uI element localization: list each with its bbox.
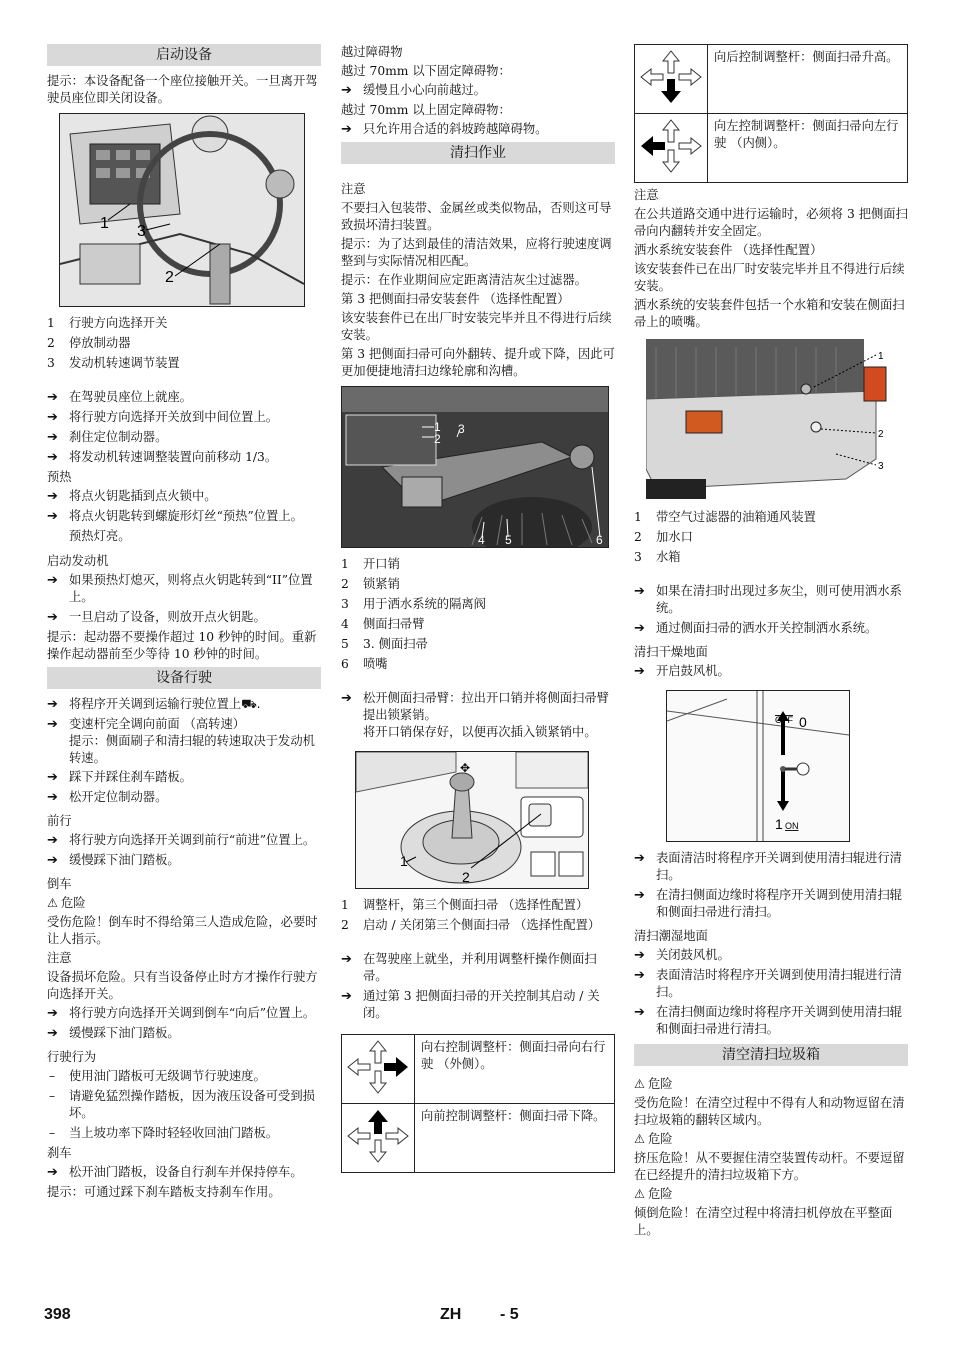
fig1-label-1: 1 (100, 215, 109, 232)
step: ➔ 松开油门踏板，设备自行刹车并保持停车。 (47, 1164, 321, 1181)
column-1 (47, 44, 321, 1203)
legend-item: 1 开口销 (341, 557, 400, 571)
column-2 (341, 44, 615, 1173)
legend-item: 3 发动机转速调节装置 (47, 356, 180, 370)
fig1-label-2: 2 (165, 269, 174, 286)
list-item: – 使用油门踏板可无级调节行驶速度。 (47, 1068, 321, 1085)
sweep-tip-1: 提示：为了达到最佳的清洁效果，应将行驶速度调整到与实际情况相匹配。 (341, 237, 612, 268)
step: ➔ 通过侧面扫帚的洒水开关控制洒水系统。 (634, 620, 908, 637)
legend-item: 6 喷嘴 (341, 657, 388, 671)
danger-heading: ⚠ 危险 (47, 896, 86, 910)
legend-item: 4 侧面扫帚臂 (341, 617, 425, 631)
subheading-start-engine: 启动发动机 (47, 554, 109, 568)
legend-item: 1 行驶方向选择开关 (47, 316, 168, 330)
obstacle-high: 越过 70mm 以上固定障碍物： (341, 103, 511, 117)
danger-text-1: 受伤危险！在清空过程中不得有人和动物逗留在清扫垃圾箱的翻转区域内。 (634, 1096, 905, 1127)
control-table-1 (341, 1034, 615, 1173)
control-desc: 向右控制调整杆：侧面扫帚向右行驶 （外侧）。 (415, 1035, 615, 1104)
transport-icon: ⛟. (241, 697, 261, 711)
legend-item: 3 水箱 (634, 550, 681, 564)
obstacle-low: 越过 70mm 以下固定障碍物： (341, 64, 511, 78)
section-header-empty: 清空清扫垃圾箱 (634, 1044, 908, 1066)
step: ➔ 在清扫侧面边缘时将程序开关调到使用清扫辊和侧面扫帚进行清扫。 (634, 1004, 908, 1038)
legend-3 (341, 897, 615, 934)
step: ➔ 通过第 3 把侧面扫帚的开关控制其启动 / 关闭。 (341, 988, 615, 1022)
legend-item: 2 加水口 (634, 530, 693, 544)
fig4-label-3: 3 (878, 461, 884, 472)
step: ➔ 将程序开关调到运输行驶位置上⛟. (47, 696, 321, 713)
legend-2 (341, 556, 615, 673)
step: ➔ 在清扫侧面边缘时将程序开关调到使用清扫辊和侧面扫帚进行清扫。 (634, 887, 908, 921)
danger-heading: ⚠ 危险 (634, 1187, 673, 1201)
fig4-label-1: 1 (878, 351, 884, 362)
subheading-forward: 前行 (47, 814, 72, 828)
fig2-label-4: 4 (478, 533, 485, 547)
legend-1 (47, 315, 321, 372)
start-tip: 提示：起动器不要操作超过 10 秒钟的时间。重新操作起动器前至少等待 10 秒钟的时间。 (47, 630, 317, 661)
subheading-obstacle: 越过障碍物 (341, 45, 403, 59)
legend-item: 1 带空气过滤器的油箱通风装置 (634, 510, 816, 524)
figure-water-tank (646, 339, 908, 499)
step: ➔ 表面清洁时将程序开关调到使用清扫辊进行清扫。 (634, 967, 908, 1001)
danger-text-3: 倾倒危险！在清空过程中将清扫机停放在平整面上。 (634, 1206, 893, 1237)
figure-dashboard (59, 113, 305, 307)
fig3-label-2: 2 (462, 869, 470, 885)
page-number: 398 (44, 1306, 71, 1323)
control-desc: 向左控制调整杆：侧面扫帚向左行驶 （内侧）。 (708, 114, 908, 183)
warning-triangle-icon: ⚠ (634, 1187, 646, 1201)
brake-tip: 提示：可通过踩下刹车踏板支持刹车作用。 (47, 1185, 281, 1199)
sweep-tip-2: 提示：在作业期间应定距离清洁灰尘过滤器。 (341, 273, 587, 287)
reverse-danger: 受伤危险！倒车时不得给第三人造成危险，必要时让人指示。 (47, 915, 318, 946)
section-header-sweep: 清扫作业 (341, 142, 615, 164)
fig1-label-3: 3 (137, 223, 146, 240)
start-note: 提示：本设备配备一个座位接触开关。一旦离开驾驶员座位即关闭设备。 (47, 74, 318, 105)
arrow-right-icon (342, 1035, 415, 1104)
warning-triangle-icon: ⚠ (634, 1132, 646, 1146)
subheading-behavior: 行驶行为 (47, 1050, 97, 1064)
fig2-label-5: 5 (505, 533, 512, 547)
fig2-label-3: 3 (458, 422, 465, 436)
section-page-number: - 5 (500, 1306, 519, 1323)
list-item: – 当上坡功率下降时轻轻收回油门踏板。 (47, 1125, 321, 1142)
step: ➔ 将行驶方向选择开关调到前行“前进”位置上。 (47, 832, 321, 849)
figure-joystick (355, 751, 589, 889)
legend-item: 1 调整杆，第三个侧面扫帚 （选择性配置） (341, 898, 589, 912)
fig3-label-1: 1 (400, 853, 408, 869)
fig2-label-6: 6 (596, 533, 603, 547)
step: ➔ 在驾驶座上就坐，并利用调整杆操作侧面扫帚。 (341, 951, 615, 985)
control-desc: 向后控制调整杆：侧面扫帚升高。 (708, 45, 908, 114)
column-3 (634, 44, 908, 1241)
step: ➔ 变速杆完全调向前面 （高转速） (47, 716, 321, 733)
subheading-brake: 刹车 (47, 1146, 72, 1160)
subheading-dry: 清扫干燥地面 (634, 645, 708, 659)
fig5-label-off: OFF (775, 715, 793, 725)
subheading-preheat: 预热 (47, 470, 72, 484)
table-row (342, 1035, 615, 1104)
control-desc: 向前控制调整杆：侧面扫帚下降。 (415, 1104, 615, 1173)
step: ➔ 在驾驶员座位上就座。 (47, 389, 321, 406)
step: ➔ 如果预热灯熄灭，则将点火钥匙转到“II”位置上。 (47, 572, 321, 606)
caution-heading: 注意 (634, 188, 659, 202)
step: ➔ 如果在清扫时出现过多灰尘，则可使用洒水系统。 (634, 583, 908, 617)
sprinkler-text-2: 洒水系统的安装套件包括一个水箱和安装在侧面扫帚上的喷嘴。 (634, 298, 905, 329)
fig4-label-2: 2 (878, 429, 884, 440)
step: ➔ 松开侧面扫帚臂：拉出开口销并将侧面扫帚臂提出锁紧销。 (341, 690, 615, 724)
step: ➔ 缓慢且小心向前越过。 (341, 82, 615, 99)
kit-text-2: 第 3 把侧面扫帚可向外翻转、提升或下降，因此可更加便捷地清扫边缘轮廓和沟槽。 (341, 347, 615, 378)
fig5-label-0: 0 (799, 714, 807, 730)
step: ➔ 将点火钥匙插到点火锁中。 (47, 488, 321, 505)
danger-text-2: 挤压危险！从不要握住清空装置传动杆。不要逗留在已经提升的清扫垃圾箱下方。 (634, 1151, 905, 1182)
caution-heading: 注意 (47, 951, 72, 965)
step: ➔ 表面清洁时将程序开关调到使用清扫辊进行清扫。 (634, 850, 908, 884)
fig2-label-2: 2 (434, 432, 441, 446)
language-code: ZH (440, 1306, 462, 1323)
fig5-label-on: ON (785, 821, 799, 831)
figure-side-broom (341, 386, 609, 548)
warning-triangle-icon: ⚠ (634, 1077, 646, 1091)
step: ➔ 关闭鼓风机。 (634, 947, 908, 964)
step: ➔ 缓慢踩下油门踏板。 (47, 852, 321, 869)
arrow-down-icon (635, 45, 708, 114)
arrow-left-icon (635, 114, 708, 183)
section-header-drive: 设备行驶 (47, 667, 321, 689)
legend-item: 2 锁紧销 (341, 577, 400, 591)
step: ➔ 踩下并踩住刹车踏板。 (47, 769, 321, 786)
svg-text:✥: ✥ (460, 761, 471, 775)
step: ➔ 将点火钥匙转到螺旋形灯丝“预热”位置上。 (47, 508, 321, 525)
arm-note: 将开口销保存好，以便再次插入锁紧销中。 (363, 725, 597, 739)
sprinkler-title: 洒水系统安装套件 （选择性配置） (634, 243, 823, 257)
danger-heading: ⚠ 危险 (634, 1077, 673, 1091)
fig5-label-1: 1 (775, 816, 783, 832)
warning-triangle-icon: ⚠ (47, 896, 59, 910)
section-header-start: 启动设备 (47, 44, 321, 66)
subheading-wet: 清扫潮湿地面 (634, 929, 708, 943)
legend-4 (634, 509, 908, 566)
step: ➔ 松开定位制动器。 (47, 789, 321, 806)
figure-blower-switch (666, 690, 850, 842)
step: ➔ 开启鼓风机。 (634, 663, 908, 680)
table-row (635, 45, 908, 114)
preheat-lamp-note: 预热灯亮。 (69, 529, 131, 543)
legend-item: 2 启动 / 关闭第三个侧面扫帚 （选择性配置） (341, 918, 601, 932)
transport-caution: 在公共道路交通中进行运输时，必须将 3 把侧面扫帚向内翻转并安全固定。 (634, 207, 908, 238)
step: ➔ 一旦启动了设备，则放开点火钥匙。 (47, 609, 321, 626)
sprinkler-text-1: 该安装套件已在出厂时安装完毕并且不得进行后续安装。 (634, 262, 905, 293)
step: ➔ 将行驶方向选择开关调到倒车“向后”位置上。 (47, 1005, 321, 1022)
control-table-2 (634, 44, 908, 183)
step: ➔ 只允许用合适的斜坡跨越障碍物。 (341, 121, 615, 138)
reverse-caution: 设备损坏危险。只有当设备停止时方才操作行驶方向选择开关。 (47, 970, 318, 1001)
kit-title: 第 3 把侧面扫帚安装套件 （选择性配置） (341, 292, 570, 306)
table-row (342, 1104, 615, 1173)
legend-item: 5 3. 侧面扫帚 (341, 637, 428, 651)
step: ➔ 刹住定位制动器。 (47, 429, 321, 446)
arrow-up-icon (342, 1104, 415, 1173)
caution-heading: 注意 (341, 182, 366, 196)
danger-heading: ⚠ 危险 (634, 1132, 673, 1146)
legend-item: 2 停放制动器 (47, 336, 131, 350)
drive-tip: 提示：侧面刷子和清扫辊的转速取决于发动机转速。 (69, 734, 315, 765)
step: ➔ 将行驶方向选择开关放到中间位置上。 (47, 409, 321, 426)
legend-item: 3 用于洒水系统的隔离阀 (341, 597, 486, 611)
table-row (635, 114, 908, 183)
subheading-reverse: 倒车 (47, 877, 72, 891)
list-item: – 请避免猛烈操作踏板，因为液压设备可受到损坏。 (47, 1088, 321, 1122)
fig2-label-1: 1 (434, 420, 441, 434)
step: ➔ 缓慢踩下油门踏板。 (47, 1025, 321, 1042)
kit-text: 该安装套件已在出厂时安装完毕并且不得进行后续安装。 (341, 311, 612, 342)
sweep-caution: 不要扫入包装带、金属丝或类似物品，否则这可导致损坏清扫装置。 (341, 201, 612, 232)
step: ➔ 将发动机转速调整装置向前移动 1/3。 (47, 449, 321, 466)
